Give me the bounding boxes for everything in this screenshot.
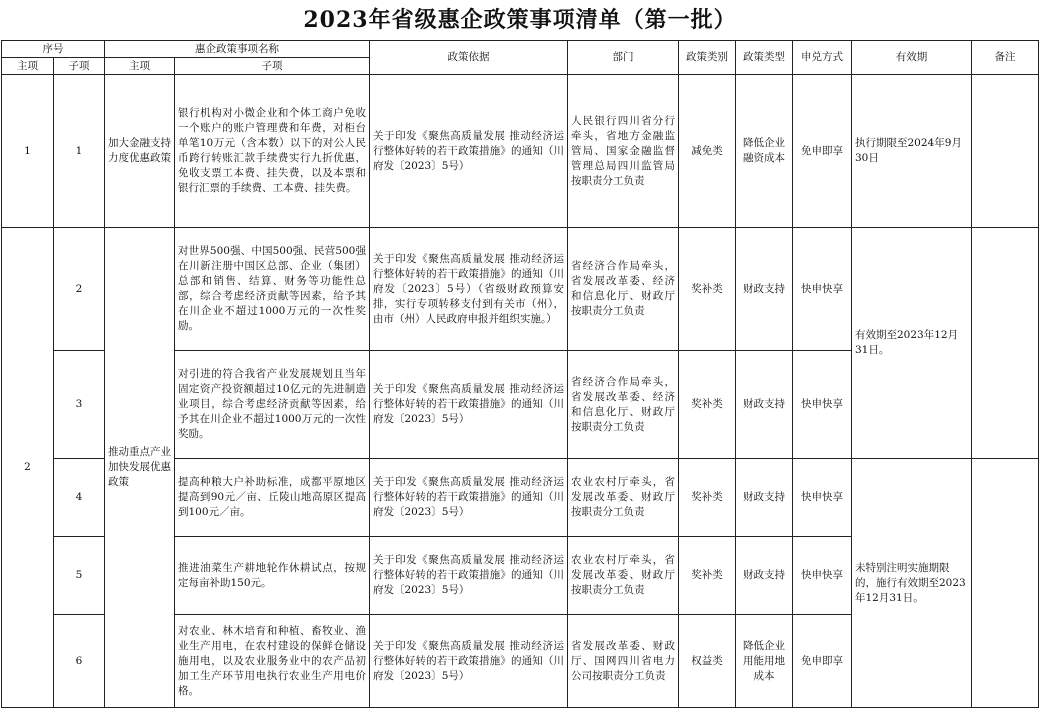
header-seq: 序号 [2,41,105,58]
apply-method: 快申快享 [793,351,852,459]
sub-item-content: 对农业、林木培育和种植、畜牧业、渔业生产用电，在农村建设的保鲜仓储设施用电，以及农业服务业中的农产品初加工生产环节用电执行农业生产用电价格。 [175,615,370,708]
main-item-name: 推动重点产业加快发展优惠政策 [105,228,175,708]
sub-item-number: 6 [54,615,105,708]
header-category: 政策类别 [679,41,736,75]
table-row [2,75,1039,228]
department: 省发展改革委、财政厅、国网四川省电力公司按职责分工负责 [568,615,679,708]
department: 省经济合作局牵头，省发展改革委、经济和信息化厅、财政厅按职责分工负责 [568,351,679,459]
department: 农业农村厅牵头，省发展改革委、财政厅按职责分工负责 [568,537,679,615]
policy-type: 财政支持 [736,228,793,351]
policy-table [1,40,1039,708]
sub-item-content: 推进油菜生产耕地轮作休耕试点，按规定每亩补助150元。 [175,537,370,615]
remark [972,228,1039,459]
main-item-number: 1 [2,75,54,228]
header-seq-main: 主项 [2,58,54,75]
policy-type: 财政支持 [736,459,793,537]
policy-category: 权益类 [679,615,736,708]
sub-item-number: 4 [54,459,105,537]
apply-method: 免申即享 [793,615,852,708]
main-item-name: 加大金融支持力度优惠政策 [105,75,175,228]
sub-item-content: 银行机构对小微企业和个体工商户免收一个账户的账户管理费和年费，对柜台单笔10万元（含本数）以下的对公人民币跨行转账汇款手续费实行九折优惠，免收支票工本费、挂失费，以及本票和银行汇票的手续费、工本费、挂失费。 [175,75,370,228]
apply-method: 快申快享 [793,537,852,615]
policy-basis: 关于印发《聚焦高质量发展 推动经济运行整体好转的若干政策措施》的通知（川府发〔2023〕5号） [370,615,568,708]
department: 人民银行四川省分行牵头，省地方金融监管局、国家金融监督管理总局四川监管局按职责分工负责 [568,75,679,228]
policy-category: 奖补类 [679,537,736,615]
department: 省经济合作局牵头，省发展改革委、经济和信息化厅、财政厅按职责分工负责 [568,228,679,351]
sub-item-content: 对引进的符合我省产业发展规划且当年固定资产投资额超过10亿元的先进制造业项目，综合考虑经济贡献等因素，给予其在川企业不超过1000万元的一次性奖励。 [175,351,370,459]
header-name-sub: 子项 [175,58,370,75]
header-dept: 部门 [568,41,679,75]
apply-method: 免申即享 [793,75,852,228]
header-remark: 备注 [972,41,1039,75]
header-type: 政策类型 [736,41,793,75]
policy-category: 奖补类 [679,228,736,351]
document-title: 2023年省级惠企政策事项清单（第一批） [303,7,737,33]
policy-type: 降低企业用能用地成本 [736,615,793,708]
policy-category: 减免类 [679,75,736,228]
table-row [2,228,1039,351]
header-name-main: 主项 [105,58,175,75]
sub-item-number: 1 [54,75,105,228]
policy-type: 财政支持 [736,351,793,459]
policy-type: 降低企业融资成本 [736,75,793,228]
sub-item-number: 5 [54,537,105,615]
sub-item-content: 提高种粮大户补助标准，成都平原地区提高到90元／亩、丘陵山地高原区提高到100元／亩。 [175,459,370,537]
remark [972,75,1039,228]
remark [972,459,1039,708]
header-validity: 有效期 [852,41,972,75]
policy-category: 奖补类 [679,459,736,537]
policy-type: 财政支持 [736,537,793,615]
header-method: 申兑方式 [793,41,852,75]
apply-method: 快申快享 [793,459,852,537]
sub-item-number: 3 [54,351,105,459]
apply-method: 快申快享 [793,228,852,351]
validity: 未特别注明实施期限的，施行有效期至2023年12月31日。 [852,459,972,708]
header-seq-sub: 子项 [54,58,105,75]
sub-item-number: 2 [54,228,105,351]
policy-category: 奖补类 [679,351,736,459]
header-policy-name: 惠企政策事项名称 [105,41,370,58]
validity: 有效期至2023年12月31日。 [852,228,972,459]
header-row-1 [2,41,1039,58]
sub-item-content: 对世界500强、中国500强、民营500强在川新注册中国区总部、企业（集团）总部和销售、结算、财务等功能性总部，综合考虑经济贡献等因素，给予其在川企业不超过1000万元的一次性奖励。 [175,228,370,351]
policy-basis: 关于印发《聚焦高质量发展 推动经济运行整体好转的若干政策措施》的通知（川府发〔2023〕5号） [370,75,568,228]
policy-basis: 关于印发《聚焦高质量发展 推动经济运行整体好转的若干政策措施》的通知（川府发〔2023〕5号） [370,351,568,459]
header-basis: 政策依据 [370,41,568,75]
department: 农业农村厅牵头，省发展改革委、财政厅按职责分工负责 [568,459,679,537]
validity: 执行期限至2024年9月30日 [852,75,972,228]
policy-basis: 关于印发《聚焦高质量发展 推动经济运行整体好转的若干政策措施》的通知（川府发〔2023〕5号） [370,537,568,615]
policy-basis: 关于印发《聚焦高质量发展 推动经济运行整体好转的若干政策措施》的通知（川府发〔2023〕5号）（省级财政预算安排，实行专项转移支付到有关市（州），由市（州）人民政府申报并组织实施。） [370,228,568,351]
policy-basis: 关于印发《聚焦高质量发展 推动经济运行整体好转的若干政策措施》的通知（川府发〔2023〕5号） [370,459,568,537]
main-item-number: 2 [2,228,54,708]
